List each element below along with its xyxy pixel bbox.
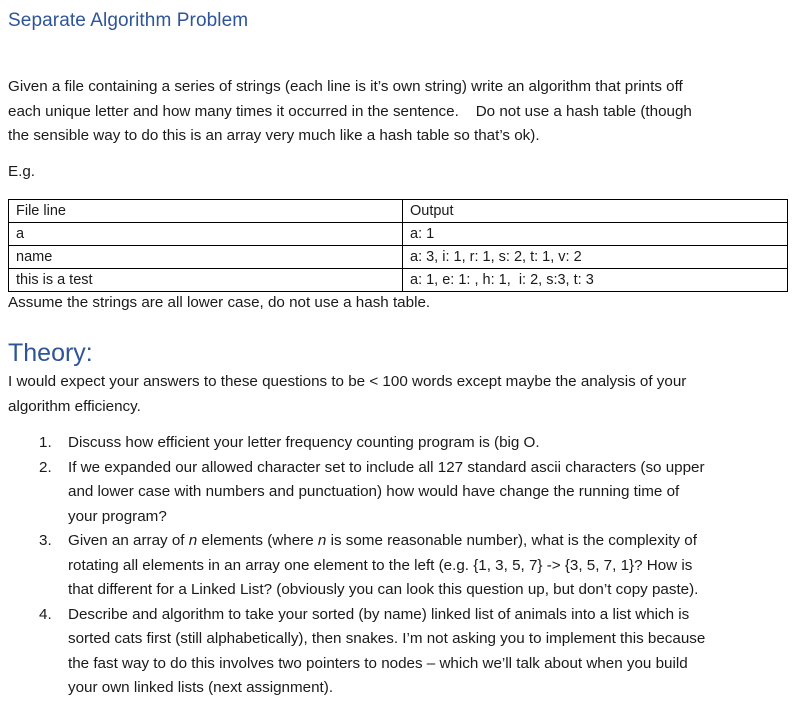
question-line: your program? bbox=[68, 507, 167, 525]
theory-intro-line: I would expect your answers to these questions to be < 100 words except maybe the analysis of your bbox=[8, 373, 687, 390]
question-line: your own linked lists (next assignment). bbox=[68, 679, 334, 696]
question-item bbox=[8, 529, 793, 603]
column-header-output: Output bbox=[403, 200, 788, 223]
table-row bbox=[9, 223, 788, 246]
intro-line: each unique letter and how many times it occurred in the sentence. Do not use a hash table (though bbox=[8, 102, 692, 120]
example-label: E.g. bbox=[8, 163, 36, 180]
question-text: Given an array of bbox=[68, 532, 189, 549]
output-cell: a: 3, i: 1, r: 1, s: 2, t: 1, v: 2 bbox=[403, 246, 788, 269]
table-row bbox=[9, 269, 788, 292]
intro-line: Given a file containing a series of strings (each line is it’s own string) write an algorithm that prints off bbox=[8, 78, 683, 95]
question-line: and lower case with numbers and punctuation) how would have change the running time of bbox=[68, 483, 680, 500]
column-header-file-line: File line bbox=[9, 200, 403, 223]
question-number: 2. bbox=[39, 458, 52, 476]
theory-heading: Theory: bbox=[8, 339, 93, 367]
output-cell: a: 1, e: 1: , h: 1, i: 2, s:3, t: 3 bbox=[403, 269, 788, 292]
question-line: Discuss how efficient your letter frequency counting program is (big O. bbox=[68, 434, 540, 451]
file-line-cell: name bbox=[9, 246, 403, 269]
question-item bbox=[8, 603, 793, 701]
question-line: If we expanded our allowed character set to include all 127 standard ascii characters (so upper bbox=[68, 458, 705, 476]
intro-paragraph bbox=[8, 75, 793, 149]
output-cell: a: 1 bbox=[403, 223, 788, 246]
example-table bbox=[8, 199, 788, 292]
variable-n: n bbox=[317, 532, 327, 549]
file-line-cell: this is a test bbox=[9, 269, 403, 292]
question-line: Describe and algorithm to take your sorted (by name) linked list of animals into a list which is bbox=[68, 605, 690, 623]
page-title: Separate Algorithm Problem bbox=[8, 10, 249, 31]
question-text: is some reasonable number), what is the complexity of bbox=[326, 532, 697, 549]
question-line: the fast way to do this involves two pointers to nodes – which we’ll talk about when you build bbox=[68, 654, 688, 672]
table-header-row bbox=[9, 200, 788, 223]
question-line bbox=[68, 529, 793, 554]
question-line: rotating all elements in an array one element to the left (e.g. {1, 3, 5, 7} -> {3, 5, 7, 1}? How is bbox=[68, 556, 693, 574]
intro-line: the sensible way to do this is an array very much like a hash table so that’s ok). bbox=[8, 127, 540, 144]
theory-intro bbox=[8, 370, 793, 419]
variable-n: n bbox=[188, 532, 198, 549]
question-line: sorted cats first (still alphabetically), then snakes. I’m not asking you to implement this because bbox=[68, 630, 706, 647]
theory-intro-line: algorithm efficiency. bbox=[8, 397, 141, 415]
question-text: elements (where bbox=[197, 532, 318, 549]
question-line: that different for a Linked List? (obviously you can look this question up, but don’t copy paste). bbox=[68, 581, 699, 598]
question-item bbox=[8, 431, 793, 456]
question-number: 1. bbox=[39, 434, 52, 451]
table-row bbox=[9, 246, 788, 269]
question-number: 3. bbox=[39, 532, 52, 549]
question-item bbox=[8, 456, 793, 530]
question-list bbox=[8, 431, 793, 701]
question-number: 4. bbox=[39, 605, 52, 623]
assumption-note: Assume the strings are all lower case, do not use a hash table. bbox=[8, 294, 431, 311]
file-line-cell: a bbox=[9, 223, 403, 246]
